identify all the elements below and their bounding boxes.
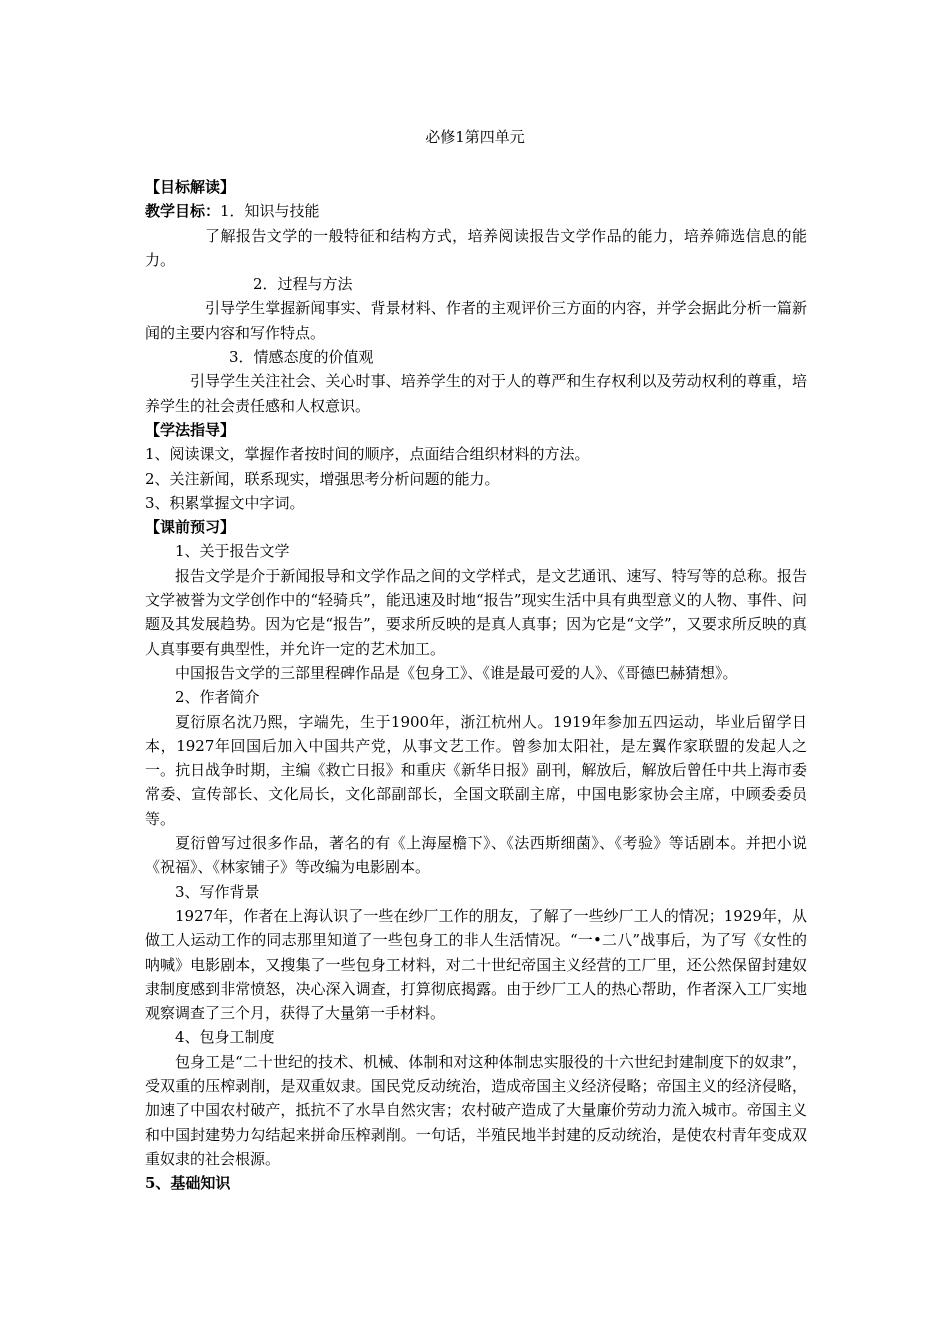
preview-heading: 【课前预习】 (145, 518, 236, 537)
method-item-3: 3、积累掌握文中字词。 (145, 493, 305, 512)
goal1-text: 了解报告文学的一般特征和结构方式，培养阅读报告文学作品的能力，培养筛选信息的能力。 (145, 226, 807, 269)
method-item-1: 1、阅读课文，掌握作者按时间的顺序，点面结合组织材料的方法。 (145, 445, 590, 464)
preview-1-title: 1、关于报告文学 (175, 542, 290, 561)
document-body (145, 175, 807, 1195)
preview-4-title: 4、包身工制度 (175, 1028, 275, 1047)
goal2-text: 引导学生掌握新闻事实、背景材料、作者的主观评价三方面的内容，并学会据此分析一篇新闻的主要内容和写作特点。 (145, 299, 807, 342)
preview-3-text: 1927年，作者在上海认识了一些在纱厂工作的朋友，了解了一些纱厂工人的情况；1929年，从做工人运动工作的同志那里知道了一些包身工的非人生活情况。“一•二八”战事后，为了写《女性的呐喊》电影剧本，又搜集了一些包身工材料，对二十世纪帝国主义经营的工厂里，还公然保留封建奴隶制度感到非常愤怒，决心深入调查，打算彻底揭露。由于纱厂工人的热心帮助，作者深入工厂实地观察调查了三个月，获得了大量第一手材料。 (145, 906, 807, 1023)
goal3-title: 3．情感态度的价值观 (229, 348, 374, 367)
goal2-title: 2．过程与方法 (253, 275, 353, 294)
preview-2-text: 夏衍原名沈乃熙，字端先，生于1900年，浙江杭州人。1919年参加五四运动，毕业后留学日本，1927年回国后加入中国共产党，从事文艺工作。曾参加太阳社，是左翼作家联盟的发起人之一。抗日战争时期，主编《救亡日报》和重庆《新华日报》副刊，解放后，解放后曾任中共上海市委常委、宣传部长、文化局长，文化部副部长，全国文联副主席，中国电影家协会主席，中顾委委员等。 (145, 712, 807, 828)
goal3-text: 引导学生关注社会、关心时事、培养学生的对于人的尊严和生存权利以及劳动权利的尊重，培养学生的社会责任感和人权意识。 (145, 372, 807, 415)
method-item-2: 2、关注新闻，联系现实，增强思考分析问题的能力。 (145, 469, 500, 488)
preview-3-title: 3、写作背景 (175, 882, 260, 901)
goal1-title: 1．知识与技能 (220, 202, 320, 221)
goal-heading: 【目标解读】 (145, 178, 236, 196)
goal1-line (145, 199, 807, 223)
preview-2-text-2: 夏衍曾写过很多作品，著名的有《上海屋檐下》、《法西斯细菌》、《考验》等话剧本。并把小说《祝福》、《林家铺子》等改编为电影剧本。 (145, 834, 807, 877)
preview-2-title: 2、作者简介 (175, 688, 260, 707)
preview-1-text: 报告文学是介于新闻报导和文学作品之间的文学样式，是文艺通讯、速写、特写等的总称。报告文学被誉为文学创作中的“轻骑兵”，能迅速及时地“报告”现实生活中具有典型意义的人物、事件、问题及其发展趋势。因为它是“报告”，要求所反映的是真人真事；因为它是“文学”，又要求所反映的真人真事要有典型性，并允许一定的艺术加工。 (145, 566, 807, 658)
teaching-goal-label: 教学目标： (145, 202, 221, 221)
preview-5-title: 5、基础知识 (145, 1174, 231, 1193)
preview-4-text: 包身工是“二十世纪的技术、机械、体制和对这种体制忠实服役的十六世纪封建制度下的奴隶”，受双重的压榨剥削，是双重奴隶。国民党反动统治，造成帝国主义经济侵略；帝国主义的经济侵略，加速了中国农村破产，抵抗不了水旱自然灾害；农村破产造成了大量廉价劳动力流入城市。帝国主义和中国封建势力勾结起来拼命压榨剥削。一句话，半殖民地半封建的反动统治，是使农村青年变成双重奴隶的社会根源。 (145, 1052, 807, 1168)
preview-1-text-2: 中国报告文学的三部里程碑作品是《包身工》、《谁是最可爱的人》、《哥德巴赫猜想》。 (175, 663, 738, 682)
method-heading: 【学法指导】 (145, 420, 236, 439)
page-title: 必修1第四单元 (425, 128, 525, 146)
